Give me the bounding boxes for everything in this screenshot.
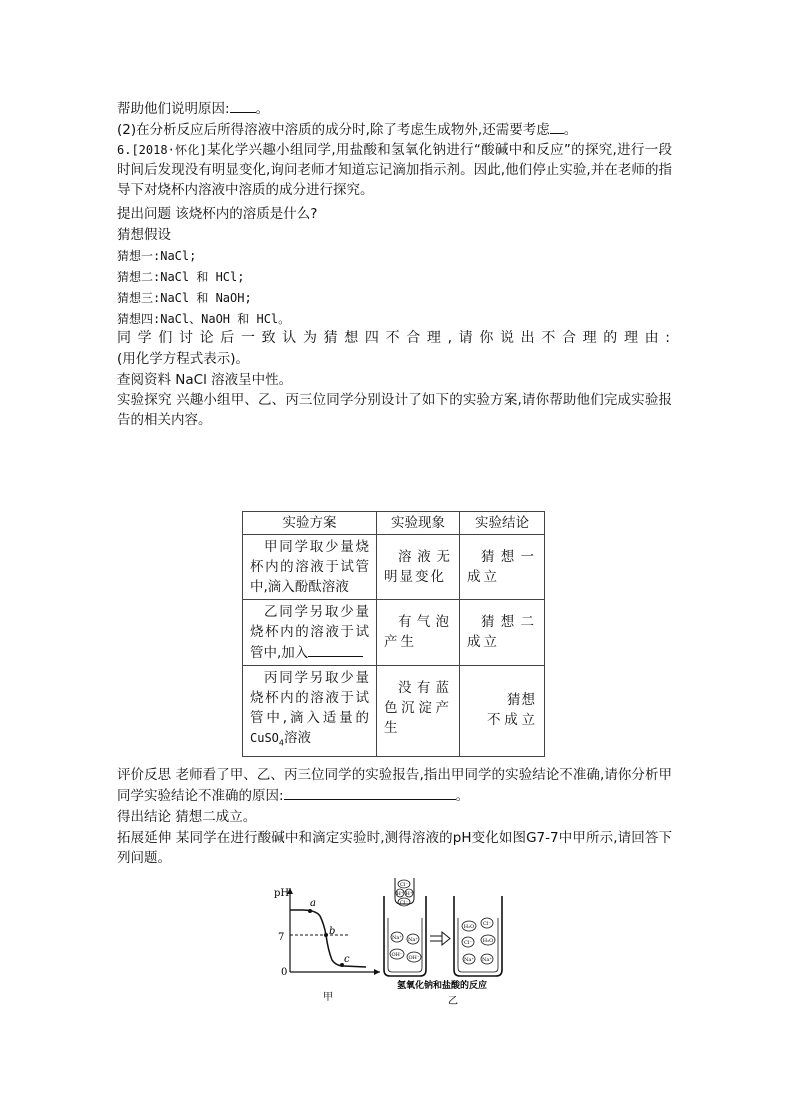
- svg-text:H⁺: H⁺: [396, 891, 404, 897]
- svg-text:OH⁻: OH⁻: [408, 955, 420, 961]
- svg-text:Cl⁻: Cl⁻: [399, 882, 409, 888]
- raise-question: 提出问题 该烧杯内的溶质是什么?: [117, 206, 318, 222]
- conclusion-line: 得出结论 猜想二成立。: [117, 809, 257, 825]
- table-row: [243, 600, 545, 666]
- phenomenon-cell: 溶液无明显变化: [377, 535, 460, 600]
- conclusion-cell: 猜想二成立: [460, 600, 545, 666]
- svg-text:H⁺: H⁺: [405, 891, 413, 897]
- answer-blank[interactable]: [308, 642, 363, 657]
- answer-blank[interactable]: [284, 785, 456, 800]
- guess-2: 猜想二:NaCl 和 HCl;: [117, 270, 245, 284]
- svg-text:OH⁻: OH⁻: [391, 952, 403, 958]
- neutralization-diagram: [384, 878, 502, 1007]
- answer-line-1: 帮助他们说明原因: 。: [117, 98, 269, 119]
- plan-cell: 甲同学取少量烧杯内的溶液于试管中,滴入酚酞溶液: [243, 535, 377, 600]
- svg-text:b: b: [329, 926, 336, 937]
- svg-text:Cl⁻: Cl⁻: [463, 940, 473, 946]
- answer-blank[interactable]: [550, 119, 564, 134]
- svg-text:Cl⁻: Cl⁻: [399, 900, 409, 906]
- table-row: [243, 535, 545, 600]
- svg-text:Cl⁻: Cl⁻: [482, 921, 492, 927]
- table-row: [243, 666, 545, 757]
- svg-text:a: a: [310, 898, 316, 909]
- svg-text:Na⁺: Na⁺: [464, 957, 474, 963]
- discussion-question-cont: (用化学方程式表示)。: [117, 351, 250, 367]
- ph-curve: [290, 910, 366, 967]
- table-header: 实验方案: [243, 512, 377, 535]
- ph-7-label: 7: [278, 932, 285, 943]
- guess-1: 猜想一:NaCl;: [117, 249, 197, 263]
- svg-text:H₂O: H₂O: [482, 938, 494, 944]
- evaluation-question: 评价反思 老师看了甲、乙、丙三位同学的实验报告,指出甲同学的实验结论不准确,请你分析甲同学实验结论不准确的原因: 。: [117, 767, 672, 804]
- table-header: 实验现象: [377, 512, 460, 535]
- table-header: 实验结论: [460, 512, 545, 535]
- point-a: [308, 909, 312, 913]
- figure-g7-7: [270, 876, 530, 1011]
- label-yi: 乙: [448, 996, 458, 1007]
- svg-text:H₂O: H₂O: [463, 924, 475, 930]
- guess-3: 猜想三:NaCl 和 NaOH;: [117, 291, 252, 305]
- origin-label: 0: [281, 967, 288, 978]
- ph-curve-graph: [274, 888, 380, 1003]
- ph-axis-label: pH: [274, 888, 290, 899]
- answer-blank[interactable]: [230, 98, 256, 113]
- discussion-question: 同学们讨论后一致认为猜想四不合理,请你说出不合理的理由:: [117, 330, 670, 346]
- guess-4: 猜想四:NaCl、NaOH 和 HCl。: [117, 312, 291, 326]
- phenomenon-cell: 有气泡产生: [377, 600, 460, 666]
- svg-text:c: c: [344, 954, 350, 965]
- conclusion-cell: 猜想不成立: [460, 666, 545, 757]
- svg-text:Na⁺: Na⁺: [392, 935, 402, 941]
- plan-cell: 乙同学另取少量烧杯内的溶液于试管中,加入: [243, 600, 377, 666]
- question-6-stem: 6.[2018·怀化]某化学兴趣小组同学,用盐酸和氢氧化钠进行“酸碱中和反应”的探究,进行一段时间后发现没有明显变化,询问老师才知道忘记滴加指示剂。因此,他们停止实验,并在老师的指导下对烧杯内溶液中溶质的成分进行探究。: [117, 142, 672, 198]
- hypothesis-heading: 猜想假设: [117, 227, 171, 243]
- point-b: [324, 933, 328, 937]
- question-5-part-2: (2)在分析反应后所得溶液中溶质的成分时,除了考虑生成物外,还需要考虑 。: [117, 119, 577, 140]
- extension-question: 拓展延伸 某同学在进行酸碱中和滴定实验时,测得溶液的pH变化如图G7-7中甲所示,请回答下列问题。: [117, 830, 672, 866]
- experiment-intro: 实验探究 兴趣小组甲、乙、丙三位同学分别设计了如下的实验方案,请你帮助他们完成实验报告的相关内容。: [117, 392, 672, 428]
- svg-text:Na⁺: Na⁺: [482, 957, 492, 963]
- plan-cell: 丙同学另取少量烧杯内的溶液于试管中,滴入适量的CuSO$_4$溶液: [243, 666, 377, 757]
- label-jia: 甲: [323, 992, 333, 1003]
- svg-text:Na⁺: Na⁺: [408, 937, 418, 943]
- conclusion-cell: 猜想一成立: [460, 535, 545, 600]
- table-header-row: [243, 512, 545, 535]
- phenomenon-cell: 没有蓝色沉淀产生: [377, 666, 460, 757]
- experiment-report-table: [242, 511, 545, 757]
- diagram-caption: 氢氧化钠和盐酸的反应: [396, 981, 488, 991]
- lookup-info: 查阅资料 NaCl 溶液呈中性。: [117, 372, 293, 388]
